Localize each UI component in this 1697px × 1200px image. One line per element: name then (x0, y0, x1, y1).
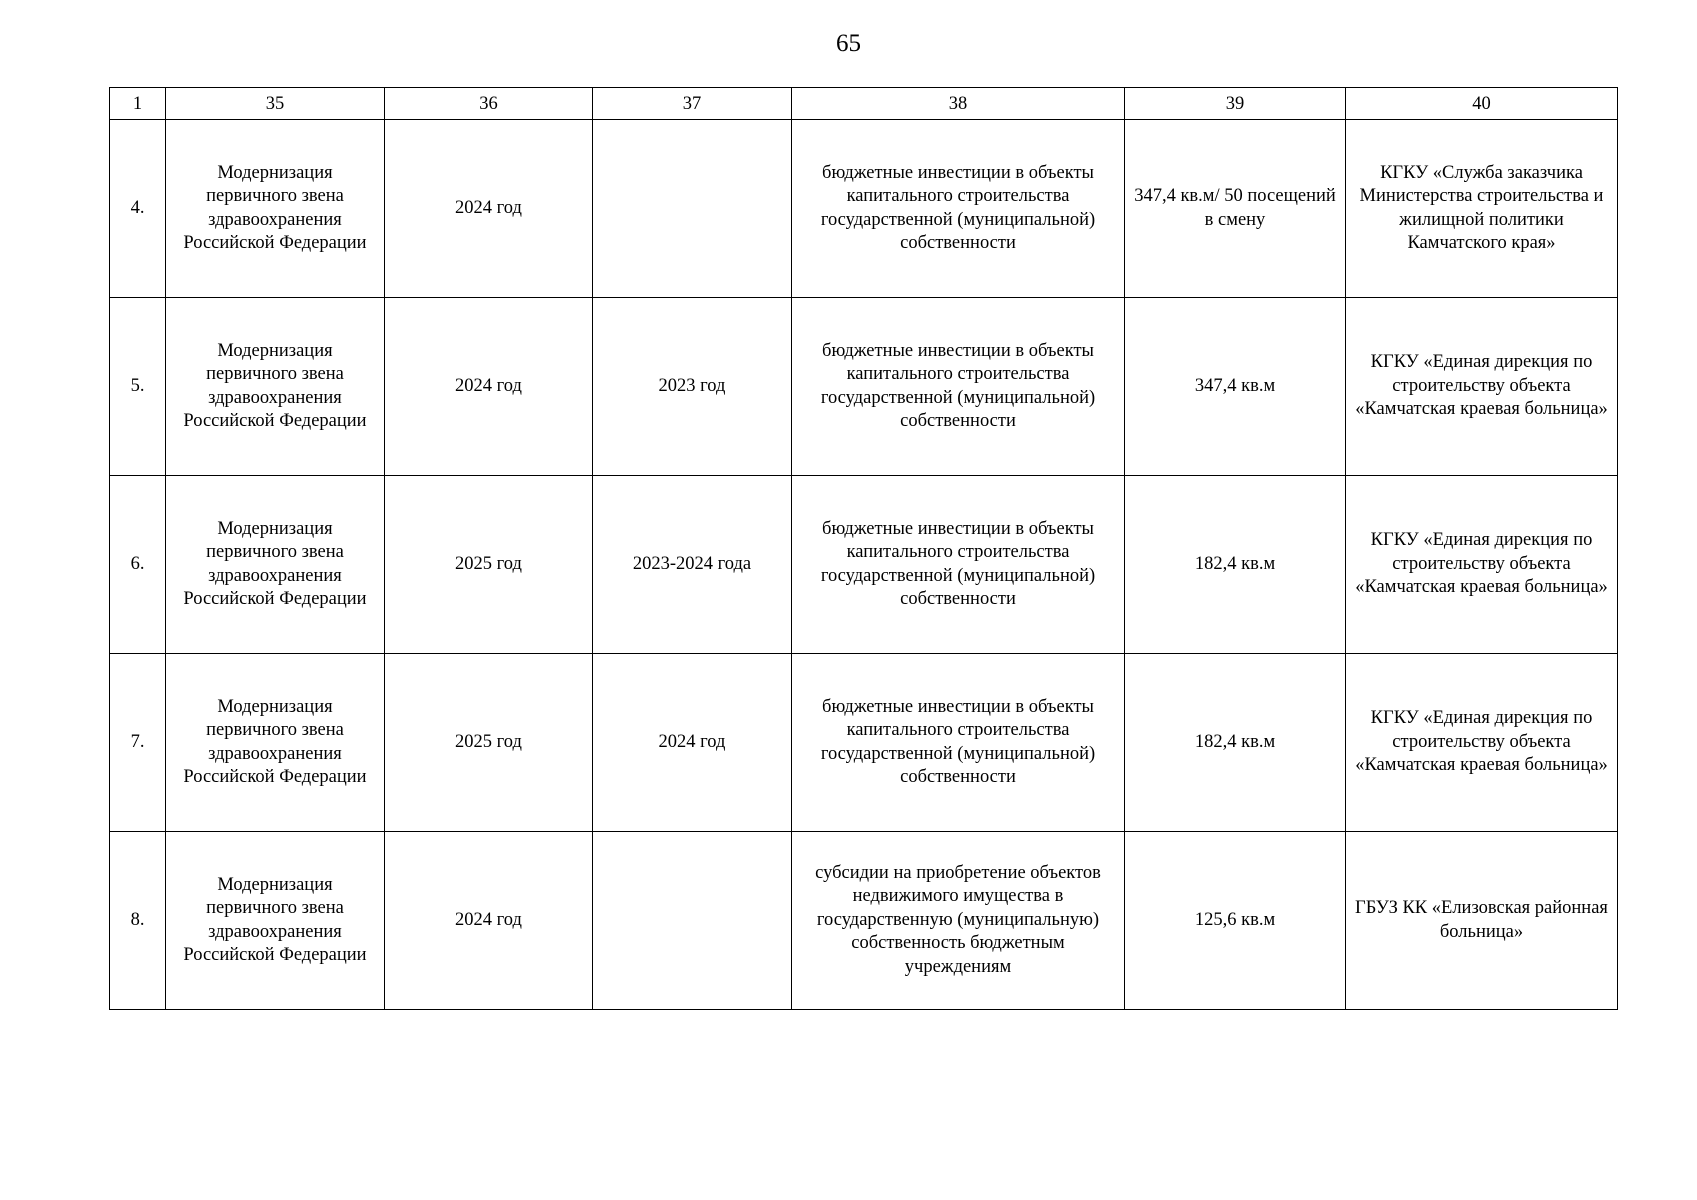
year-cell: 2025 год (385, 476, 593, 654)
program-cell: Модернизация первичного звена здравоохранения Российской Федерации (166, 832, 385, 1010)
year-cell: 2025 год (385, 654, 593, 832)
row-number-cell: 7. (110, 654, 166, 832)
data-table (109, 87, 1618, 1010)
organization-cell: КГКУ «Служба заказчика Министерства строительства и жилищной политики Камчатского края» (1346, 120, 1618, 298)
column-header: 38 (792, 88, 1125, 120)
investment-type-cell: бюджетные инвестиции в объекты капитального строительства государственной (муниципальной) собственности (792, 120, 1125, 298)
column-header: 37 (593, 88, 792, 120)
organization-cell: КГКУ «Единая дирекция по строительству объекта «Камчатская краевая больница» (1346, 476, 1618, 654)
year-cell: 2024 год (385, 832, 593, 1010)
table-row (110, 120, 1618, 298)
table-row (110, 298, 1618, 476)
column-header: 35 (166, 88, 385, 120)
column-header: 39 (1125, 88, 1346, 120)
table-row (110, 476, 1618, 654)
period-cell: 2024 год (593, 654, 792, 832)
program-cell: Модернизация первичного звена здравоохранения Российской Федерации (166, 298, 385, 476)
column-header: 1 (110, 88, 166, 120)
row-number-cell: 4. (110, 120, 166, 298)
organization-cell: ГБУЗ КК «Елизовская районная больница» (1346, 832, 1618, 1010)
capacity-cell: 347,4 кв.м/ 50 посещений в смену (1125, 120, 1346, 298)
period-cell: 2023 год (593, 298, 792, 476)
program-cell: Модернизация первичного звена здравоохранения Российской Федерации (166, 476, 385, 654)
capacity-cell: 182,4 кв.м (1125, 654, 1346, 832)
period-cell: 2023-2024 года (593, 476, 792, 654)
investment-type-cell: бюджетные инвестиции в объекты капитального строительства государственной (муниципальной) собственности (792, 654, 1125, 832)
investment-type-cell: бюджетные инвестиции в объекты капитального строительства государственной (муниципальной) собственности (792, 476, 1125, 654)
table-row (110, 654, 1618, 832)
column-header: 40 (1346, 88, 1618, 120)
capacity-cell: 125,6 кв.м (1125, 832, 1346, 1010)
capacity-cell: 182,4 кв.м (1125, 476, 1346, 654)
column-header: 36 (385, 88, 593, 120)
row-number-cell: 5. (110, 298, 166, 476)
year-cell: 2024 год (385, 298, 593, 476)
investment-type-cell: субсидии на приобретение объектов недвижимого имущества в государственную (муниципальную) собственность бюджетным учреждениям (792, 832, 1125, 1010)
organization-cell: КГКУ «Единая дирекция по строительству объекта «Камчатская краевая больница» (1346, 654, 1618, 832)
investment-type-cell: бюджетные инвестиции в объекты капитального строительства государственной (муниципальной) собственности (792, 298, 1125, 476)
period-cell (593, 832, 792, 1010)
year-cell: 2024 год (385, 120, 593, 298)
capacity-cell: 347,4 кв.м (1125, 298, 1346, 476)
row-number-cell: 6. (110, 476, 166, 654)
row-number-cell: 8. (110, 832, 166, 1010)
program-cell: Модернизация первичного звена здравоохранения Российской Федерации (166, 654, 385, 832)
page-number: 65 (836, 30, 861, 57)
period-cell (593, 120, 792, 298)
table-header-row (110, 88, 1618, 120)
program-cell: Модернизация первичного звена здравоохранения Российской Федерации (166, 120, 385, 298)
table-row (110, 832, 1618, 1010)
organization-cell: КГКУ «Единая дирекция по строительству объекта «Камчатская краевая больница» (1346, 298, 1618, 476)
